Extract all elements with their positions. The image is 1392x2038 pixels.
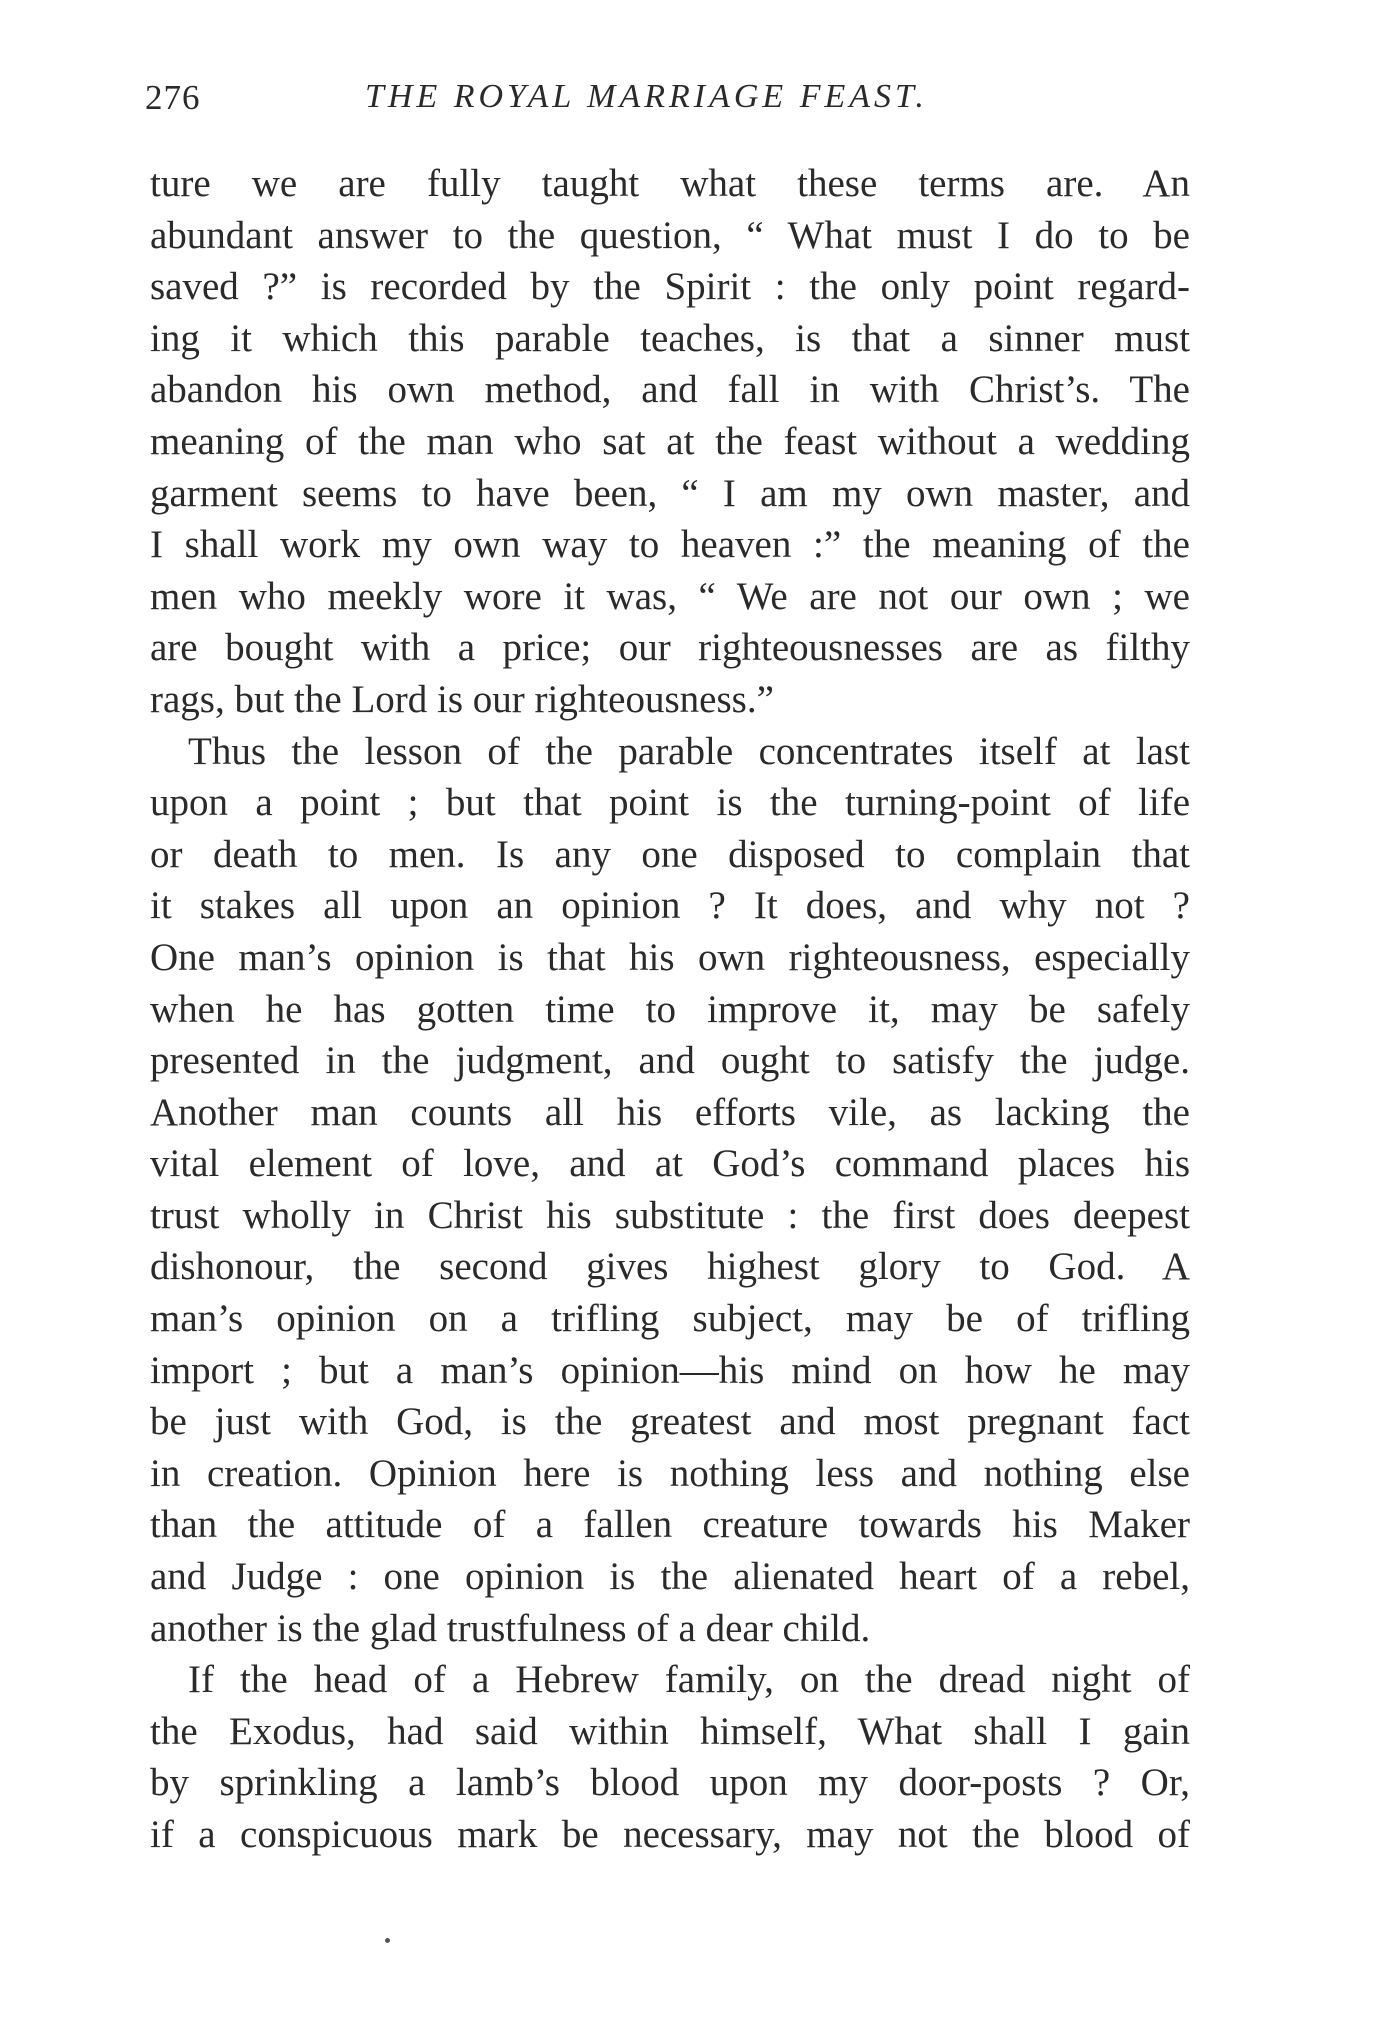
text-line: are bought with a price; our righteousnesses are as filthy xyxy=(150,626,1190,670)
text-line: dishonour, the second gives highest glory to God. A xyxy=(150,1245,1190,1289)
text-line: abundant answer to the question, “ What must I do to be xyxy=(150,213,1190,257)
text-line: One man’s opinion is that his own righteousness, especially xyxy=(150,935,1190,979)
page-number: 276 xyxy=(145,78,201,117)
text-line: meaning of the man who sat at the feast without a wedding xyxy=(150,419,1190,463)
ink-speck xyxy=(385,1938,390,1943)
text-line: presented in the judgment, and ought to satisfy the judge. xyxy=(150,1039,1190,1083)
text-line: garment seems to have been, “ I am my own master, and xyxy=(150,471,1190,515)
text-line: if a conspicuous mark be necessary, may not the blood of xyxy=(150,1813,1190,1856)
paragraph-end-line: another is the glad trustfulness of a dear child. xyxy=(150,1606,871,1650)
paragraph-start-line: Thus the lesson of the parable concentrates itself at last xyxy=(188,729,1190,773)
text-line: upon a point ; but that point is the turning-point of life xyxy=(150,781,1190,825)
running-title: THE ROYAL MARRIAGE FEAST. xyxy=(365,78,928,115)
text-line: the Exodus, had said within himself, What shall I gain xyxy=(150,1709,1190,1753)
page-header xyxy=(145,78,1193,138)
text-line: Another man counts all his efforts vile, as lacking the xyxy=(150,1090,1190,1134)
text-line: abandon his own method, and fall in with Christ’s. The xyxy=(150,368,1190,412)
text-line: when he has gotten time to improve it, may be safely xyxy=(150,987,1190,1031)
paragraph-end-line: rags, but the Lord is our righteousness.” xyxy=(150,677,774,721)
text-line: saved ?” is recorded by the Spirit : the only point regard- xyxy=(150,265,1190,309)
paragraph-start-line: If the head of a Hebrew family, on the dread night of xyxy=(188,1658,1190,1702)
text-line: it stakes all upon an opinion ? It does, and why not ? xyxy=(150,884,1190,928)
text-line: in creation. Opinion here is nothing less and nothing else xyxy=(150,1451,1190,1495)
text-line: or death to men. Is any one disposed to complain that xyxy=(150,832,1190,876)
text-line: ture we are fully taught what these terms are. An xyxy=(150,162,1190,205)
text-line: import ; but a man’s opinion—his mind on how he may xyxy=(150,1348,1190,1392)
text-line: than the attitude of a fallen creature towards his Maker xyxy=(150,1503,1190,1547)
text-line: trust wholly in Christ his substitute : the first does deepest xyxy=(150,1193,1190,1237)
text-line: vital element of love, and at God’s command places his xyxy=(150,1142,1190,1186)
text-line: I shall work my own way to heaven :” the meaning of the xyxy=(150,523,1190,567)
body-text xyxy=(150,158,1190,1861)
text-line: men who meekly wore it was, “ We are not our own ; we xyxy=(150,574,1190,618)
text-line: be just with God, is the greatest and most pregnant fact xyxy=(150,1400,1190,1444)
text-line: and Judge : one opinion is the alienated heart of a rebel, xyxy=(150,1555,1190,1599)
text-line: by sprinkling a lamb’s blood upon my door-posts ? Or, xyxy=(150,1761,1190,1805)
text-line: ing it which this parable teaches, is that a sinner must xyxy=(150,316,1190,360)
text-line: man’s opinion on a trifling subject, may be of trifling xyxy=(150,1297,1190,1341)
